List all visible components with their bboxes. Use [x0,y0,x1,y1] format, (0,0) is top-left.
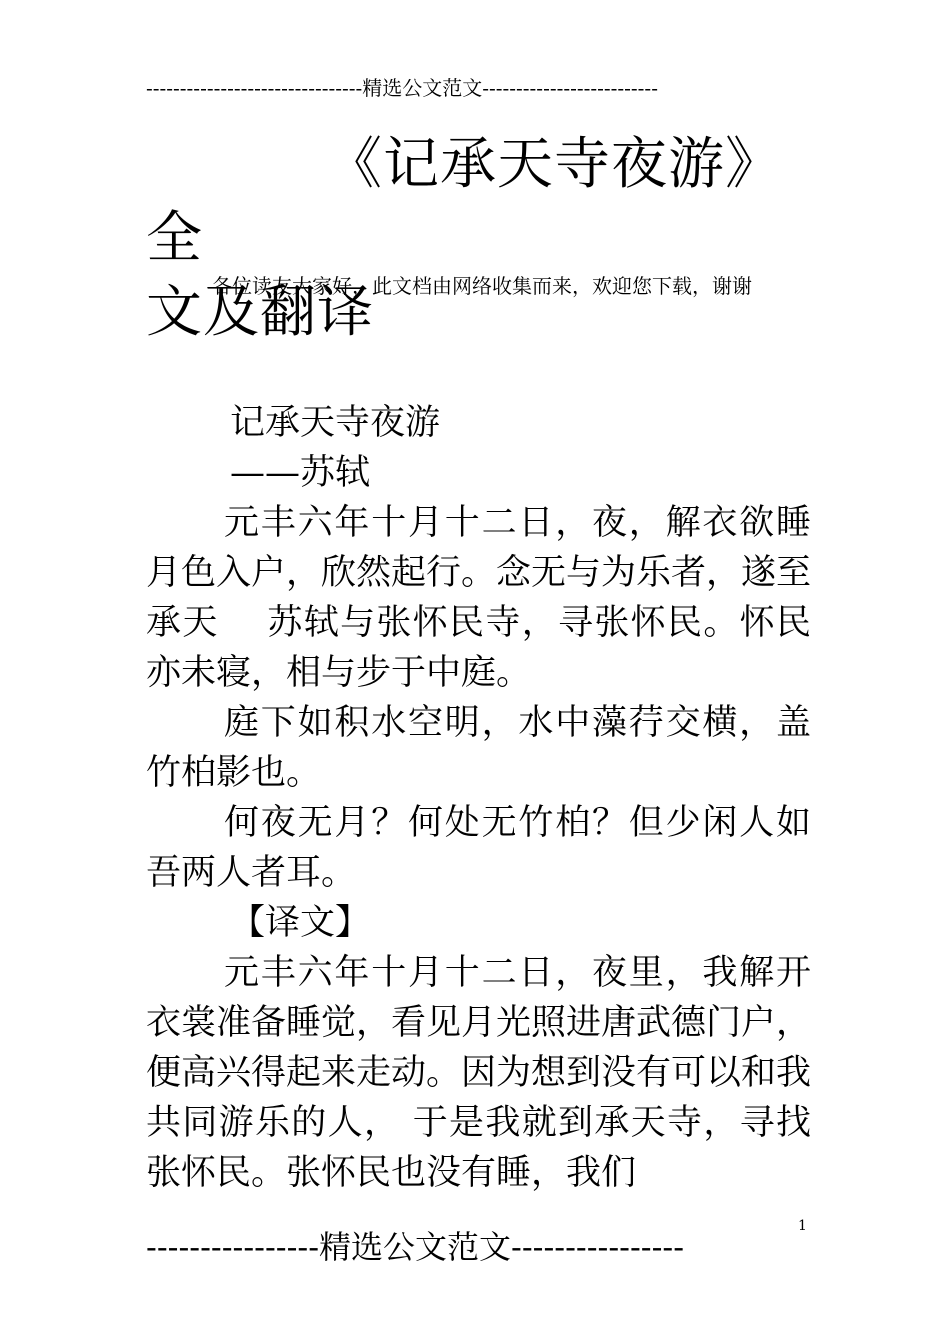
download-notice: 各位读友大家好，此文档由网络收集而来，欢迎您下载，谢谢 [212,274,752,298]
poem-author: ——苏轼 [230,453,371,493]
document-title [146,128,811,350]
translation-label: 【译文】 [230,903,371,943]
page-footer: ----------------精选公文范文---------------- [146,1228,685,1266]
title-line-1: 《记承天寺夜游》全 [146,132,782,271]
title-line-2: 文及翻译 [146,280,374,345]
page-header: --------------------------------精选公文范文-------------------------- [146,76,658,100]
poem-heading: 记承天寺夜游 [230,403,441,443]
paragraph: 元丰六年十月十二日，夜，解衣欲睡月色入户，欣然起行。念无与为乐者，遂至承天 苏轼与张怀民寺，寻张怀民。怀民亦未寝，相与步于中庭。 [146,503,812,693]
page-number: 1 [798,1218,807,1234]
paragraph: 庭下如积水空明，水中藻荇交横，盖竹柏影也。 [146,703,811,793]
document-body [146,398,811,1198]
paragraph: 元丰六年十月十二日，夜里，我解开衣裳准备睡觉，看见月光照进唐武德门户，便高兴得起来走动。因为想到没有可以和我共同游乐的人， 于是我就到承天寺，寻找张怀民。张怀民也没有睡，我们 [146,953,812,1193]
paragraph: 何夜无月？何处无竹柏？但少闲人如吾两人者耳。 [146,803,811,893]
